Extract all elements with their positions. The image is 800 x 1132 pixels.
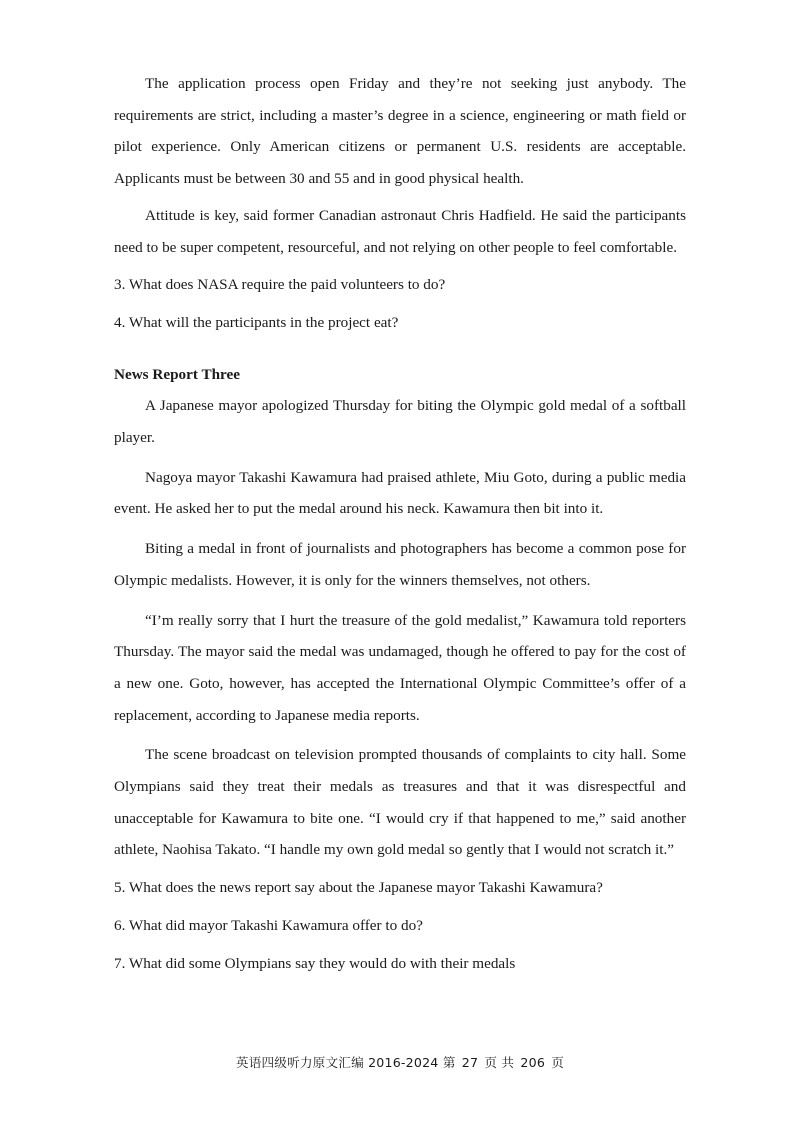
footer-total-pages: 206: [520, 1055, 546, 1070]
footer-page-number: 27: [461, 1055, 479, 1070]
paragraph: Attitude is key, said former Canadian astronaut Chris Hadfield. He said the participants need to be super competent, resourceful, and not relying on other people to feel comfortable.: [114, 206, 686, 256]
paragraph: Nagoya mayor Takashi Kawamura had praised athlete, Miu Goto, during a public media event. He asked her to put the medal around his neck. Kawamura then bit into it.: [114, 468, 686, 518]
document-page: [114, 68, 686, 979]
section-heading: News Report Three: [114, 365, 240, 383]
page-footer: [0, 1052, 800, 1071]
paragraph: The application process open Friday and they’re not seeking just anybody. The requirements are strict, including a master’s degree in a science, engineering or math field or pilot experience. Only American citizens or permanent U.S. residents are acceptable. Applicants must be between 30 and 55 and in good physical health.: [114, 75, 686, 188]
footer-page-prefix: 第: [442, 1055, 456, 1070]
paragraph: The scene broadcast on television prompted thousands of complaints to city hall. Some Olympians said they treat their medals as treasures and that it was disrespectful and unacceptable for Kawamura to bite one. “I would cry if that happened to me,” said another athlete, Naohisa Takato. “I handle my own gold medal so gently that I would not scratch it.”: [114, 746, 686, 859]
footer-page-suffix: 页: [551, 1055, 565, 1070]
question-item: 6. What did mayor Takashi Kawamura offer to do?: [114, 916, 423, 934]
question-item: 4. What will the participants in the project eat?: [114, 313, 399, 331]
question-item: 5. What does the news report say about the Japanese mayor Takashi Kawamura?: [114, 879, 603, 897]
paragraph: Biting a medal in front of journalists and photographers has become a common pose for Olympic medalists. However, it is only for the winners themselves, not others.: [114, 540, 686, 589]
footer-title: 英语四级听力原文汇编 2016-2024: [235, 1055, 439, 1070]
paragraph: “I’m really sorry that I hurt the treasure of the gold medalist,” Kawamura told reporters Thursday. The mayor said the medal was undamaged, though he offered to pay for the cost of a new one. Goto, however, has accepted the International Olympic Committee’s offer of a replacement, according to Japanese media reports.: [114, 611, 686, 724]
paragraph: A Japanese mayor apologized Thursday for biting the Olympic gold medal of a softball player.: [114, 397, 686, 447]
question-item: 7. What did some Olympians say they would do with their medals: [114, 954, 516, 972]
question-item: 3. What does NASA require the paid volunteers to do?: [114, 276, 446, 294]
footer-page-mid: 页 共: [484, 1055, 515, 1070]
